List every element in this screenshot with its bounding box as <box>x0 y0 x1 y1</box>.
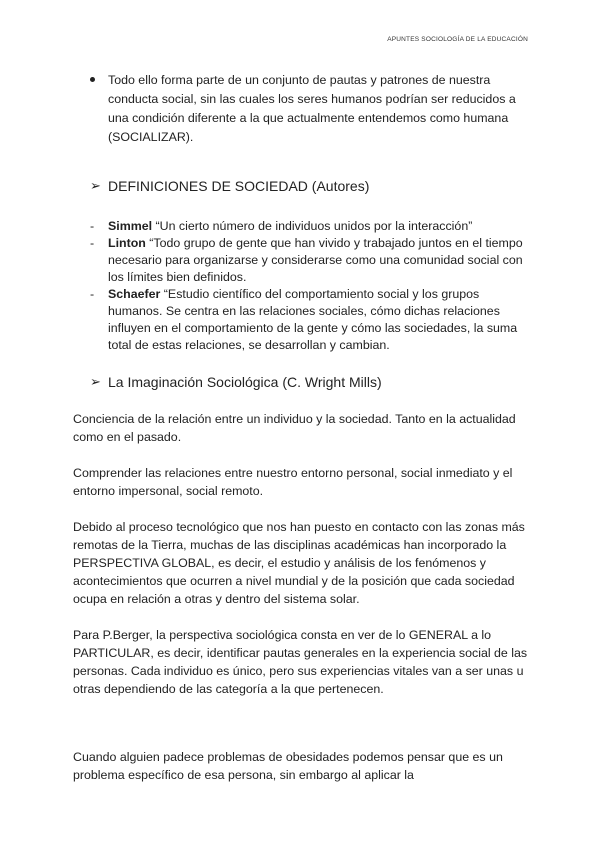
paragraph: Debido al proceso tecnológico que nos han puesto en contacto con las zonas más remotas de la Tierra, muchas de las disciplinas académicas han incorporado la PERSPECTIVA GLOBAL, es decir, el estudio y análisis de los fenómenos y acontecimientos que ocurren a nivel mundial y de la posición que cada sociedad ocupa en relación a otras y dentro del sistema solar. <box>73 520 525 606</box>
paragraph: Comprender las relaciones entre nuestro entorno personal, social inmediato y el entorno impersonal, social remoto. <box>73 466 513 498</box>
bullet-icon <box>90 77 95 82</box>
document-body <box>73 71 533 784</box>
paragraph: Para P.Berger, la perspectiva sociológica consta en ver de lo GENERAL a lo PARTICULAR, es decir, identificar pautas generales en la experiencia social de las personas. Cada individuo es único, pero sus experiencias vitales van a ser unas u otras dependiendo de las categoría a la que pertenecen. <box>73 628 528 696</box>
section-imaginacion-heading <box>73 372 533 392</box>
intro-bullet <box>73 71 533 147</box>
definition-author: Schaefer <box>108 287 161 301</box>
paragraph: Cuando alguien padece problemas de obesidades podemos pensar que es un problema específico de esa persona, sin embargo al aplicar la <box>73 750 503 782</box>
definitions-list <box>73 218 533 354</box>
arrow-bullet-icon: ➢ <box>90 178 101 193</box>
definition-text: “Un cierto número de individuos unidos por la interacción” <box>152 219 473 233</box>
definition-author: Linton <box>108 236 146 250</box>
paragraph: Conciencia de la relación entre un individuo y la sociedad. Tanto en la actualidad como en el pasado. <box>73 412 516 444</box>
dash-bullet: - <box>90 219 95 233</box>
arrow-bullet-icon: ➢ <box>90 374 101 389</box>
page-header: APUNTES SOCIOLOGÍA DE LA EDUCACIÓN <box>387 36 528 43</box>
section-title: DEFINICIONES DE SOCIEDAD (Autores) <box>108 178 370 194</box>
definition-item-schaefer <box>73 286 533 354</box>
definition-text: “Estudio científico del comportamiento social y los grupos humanos. Se centra en las relaciones sociales, cómo dichas relaciones influyen en el comportamiento de la gente y cómo las sociedades, la suma total de estas relaciones, se desarrollan y cambian. <box>108 287 518 352</box>
section-definiciones-heading <box>73 176 533 196</box>
definition-item-linton <box>73 235 533 286</box>
definition-text: “Todo grupo de gente que han vivido y trabajado juntos en el tiempo necesario para organizarse y considerarse como una comunidad social con los límites bien definidos. <box>108 236 523 284</box>
intro-bullet-text: Todo ello forma parte de un conjunto de pautas y patrones de nuestra conducta social, sin las cuales los seres humanos podrían ser reducidos a una condición diferente a la que actualmente entendemos como humana (SOCIALIZAR). <box>108 73 516 144</box>
definition-author: Simmel <box>108 219 153 233</box>
definition-item-simmel <box>73 218 533 235</box>
section-title: La Imaginación Sociológica (C. Wright Mills) <box>108 374 382 390</box>
dash-bullet: - <box>90 236 95 250</box>
dash-bullet: - <box>90 287 95 301</box>
